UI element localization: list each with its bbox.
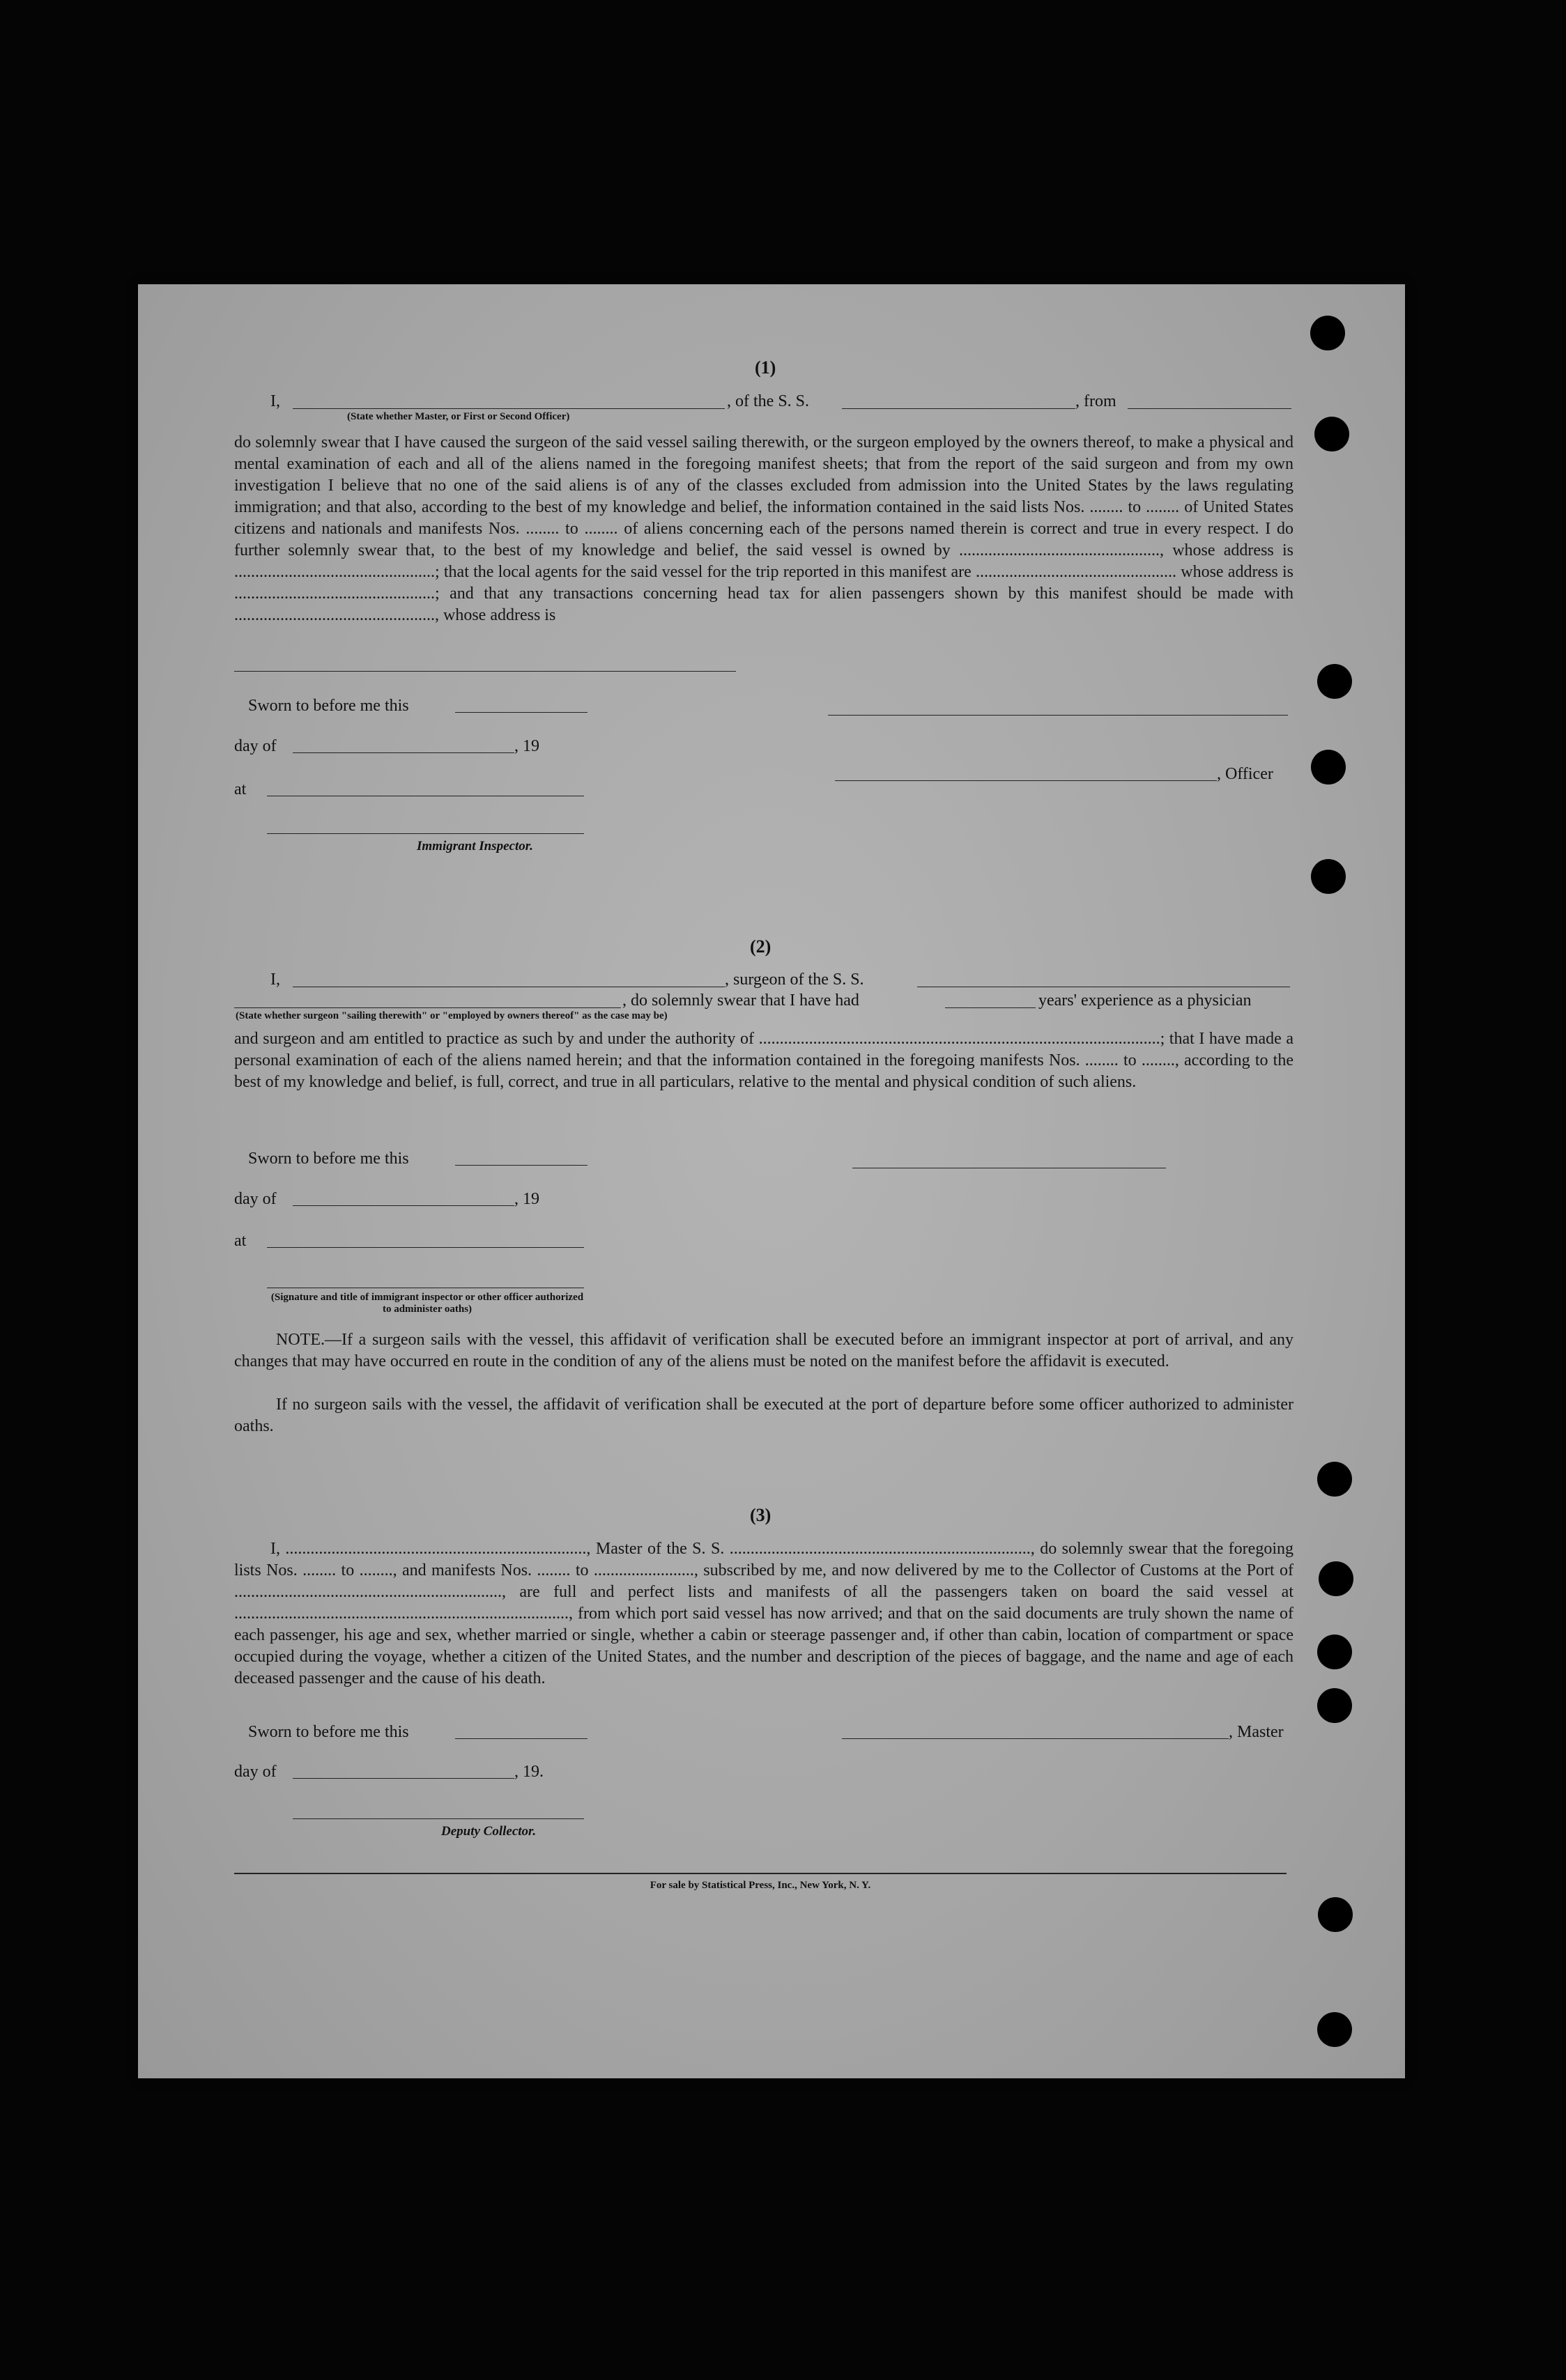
punch-hole — [1314, 417, 1349, 451]
oath-i: I, — [270, 392, 280, 410]
day-of-field-3[interactable] — [293, 1778, 514, 1779]
day-of-field-1[interactable] — [293, 752, 514, 753]
years-experience-field[interactable] — [945, 1007, 1036, 1008]
surgeon-state-label: (State whether surgeon "sailing therewith" or "employed by owners thereof" as the case may be) — [236, 1010, 668, 1021]
surgeon-status-field[interactable] — [234, 1007, 621, 1008]
master-signature-field[interactable] — [842, 1738, 1229, 1739]
punch-hole — [1310, 316, 1345, 350]
sworn-label-2: Sworn to before me this — [248, 1150, 409, 1168]
surgeon-swear-label: , do solemnly swear that I have had — [622, 991, 859, 1010]
punch-hole — [1317, 664, 1352, 699]
inspector-signature-field[interactable] — [267, 833, 584, 834]
year-label-3: , 19. — [514, 1763, 544, 1781]
punch-hole — [1319, 1561, 1353, 1596]
deputy-signature-field[interactable] — [293, 1818, 584, 1819]
footer-rule — [234, 1873, 1287, 1874]
officer-name-field[interactable] — [293, 408, 725, 409]
punch-hole — [1317, 1635, 1352, 1669]
section-1-heading: (1) — [755, 357, 776, 378]
year-label-2: , 19 — [514, 1190, 539, 1208]
punch-hole — [1317, 1688, 1352, 1723]
surgeon-i: I, — [270, 971, 280, 989]
head-tax-address-field[interactable] — [234, 671, 736, 672]
section-3-paragraph: I, ........................................................................, Master of the S. S. ........................................................................, do solemnly swear that the foregoing lists Nos. ........ to ........, and manifests Nos. ........ to ........................, subscribed by me, and now delivered by me to the Collector of Customs at the Port of ................................................................, are full and perfect lists and manifests of all the passengers taken on board the said vessel at ................................................................................, from which port said vessel has now arrived; and that on the said documents are truly shown the name of each passenger, his age and sex, whether married or single, whether a cabin or steerage passenger and, if other than cabin, location of compartment or space occupied during the voyage, whether a citizen of the United States, and the number and description of the pieces of baggage, and the name and age of each deceased passenger and the cause of his death. — [234, 1540, 1294, 1687]
section-1-paragraph: do solemnly swear that I have caused the surgeon of the said vessel sailing therewith, or the surgeon employed by the owners thereof, to make a physical and mental examination of each and all of the aliens named in the foregoing manifest sheets; that from the report of the said surgeon and from my own investigation I believe that no one of the said aliens is of any of the classes excluded from admission into the United States by the laws regulating immigration; and that also, according to the best of my knowledge and belief, the information contained in the said lists Nos. ........ to ........ of United States citizens and nationals and manifests Nos. ........ to ........ of aliens concerning each of the persons named therein is correct and true in every respect. I do further solemnly swear that, to the best of my knowledge and belief, the said vessel is owned by ................................................, whose address is ................................................; that the local agents for the said vessel for the trip reported in this manifest are ................................................ whose address is ................................................; and that any transactions concerning head tax for alien passengers shown by this manifest should be made with ................................................, whose address is — [234, 433, 1294, 624]
printer-credit: For sale by Statistical Press, Inc., New York, N. Y. — [650, 1880, 871, 1891]
sworn-date-field-1[interactable] — [455, 712, 588, 713]
section-2-paragraph: and surgeon and am entitled to practice as such by and under the authority of ................................................................................................; that I have made a personal examination of each of the aliens named herein; and that the information contained in the foregoing manifests Nos. ........ to ........, according to the best of my knowledge and belief, is full, correct, and true in all particulars, relative to the mental and physical condition of such aliens. — [234, 1030, 1294, 1091]
immigrant-inspector-label: Immigrant Inspector. — [417, 839, 533, 853]
signature-title-label: (Signature and title of immigrant inspector or other officer authorized to administer oaths) — [270, 1292, 584, 1315]
officer-signature-field[interactable] — [835, 780, 1217, 781]
sworn-date-field-3[interactable] — [455, 1738, 588, 1739]
sworn-label-1: Sworn to before me this — [248, 697, 409, 715]
vessel-name-field[interactable] — [842, 408, 1075, 409]
punch-hole — [1311, 859, 1346, 894]
sworn-label-3: Sworn to before me this — [248, 1723, 409, 1741]
from-label: , from — [1075, 392, 1116, 410]
officer-state-label: (State whether Master, or First or Second Officer) — [347, 411, 570, 422]
section-2-heading: (2) — [750, 936, 772, 957]
at-field-2[interactable] — [267, 1247, 584, 1248]
years-label: years' experience as a physician — [1038, 991, 1252, 1010]
deputy-collector-label: Deputy Collector. — [441, 1824, 537, 1839]
surgeon-note: NOTE.—If a surgeon sails with the vessel, this affidavit of verification shall be executed before an immigrant inspector at port of arrival, and any changes that may have occurred en route in the condition of any of the aliens must be noted on the manifest before the affidavit is executed. — [234, 1331, 1294, 1370]
day-of-label-3: day of — [234, 1763, 277, 1781]
master-label: , Master — [1229, 1723, 1284, 1741]
surgeon-of-label: , surgeon of the S. S. — [725, 971, 864, 989]
day-of-label-2: day of — [234, 1190, 277, 1208]
of-ss-label: , of the S. S. — [727, 392, 810, 410]
no-surgeon-note: If no surgeon sails with the vessel, the affidavit of verification shall be executed at the port of departure before some officer authorized to administer oaths. — [234, 1396, 1294, 1435]
punch-hole — [1317, 2012, 1352, 2047]
section-3-heading: (3) — [750, 1505, 772, 1525]
manifest-back-page — [138, 284, 1405, 2078]
officer-signature-line-top[interactable] — [828, 715, 1288, 716]
punch-hole — [1318, 1897, 1353, 1932]
officer-label: , Officer — [1217, 765, 1273, 783]
year-label-1: , 19 — [514, 737, 539, 755]
at-label-2: at — [234, 1232, 247, 1250]
sworn-date-field-2[interactable] — [455, 1165, 588, 1166]
punch-hole — [1311, 750, 1346, 785]
day-of-label-1: day of — [234, 737, 277, 755]
at-label-1: at — [234, 780, 247, 798]
day-of-field-2[interactable] — [293, 1205, 514, 1206]
from-port-field[interactable] — [1128, 408, 1291, 409]
punch-hole — [1317, 1462, 1352, 1497]
